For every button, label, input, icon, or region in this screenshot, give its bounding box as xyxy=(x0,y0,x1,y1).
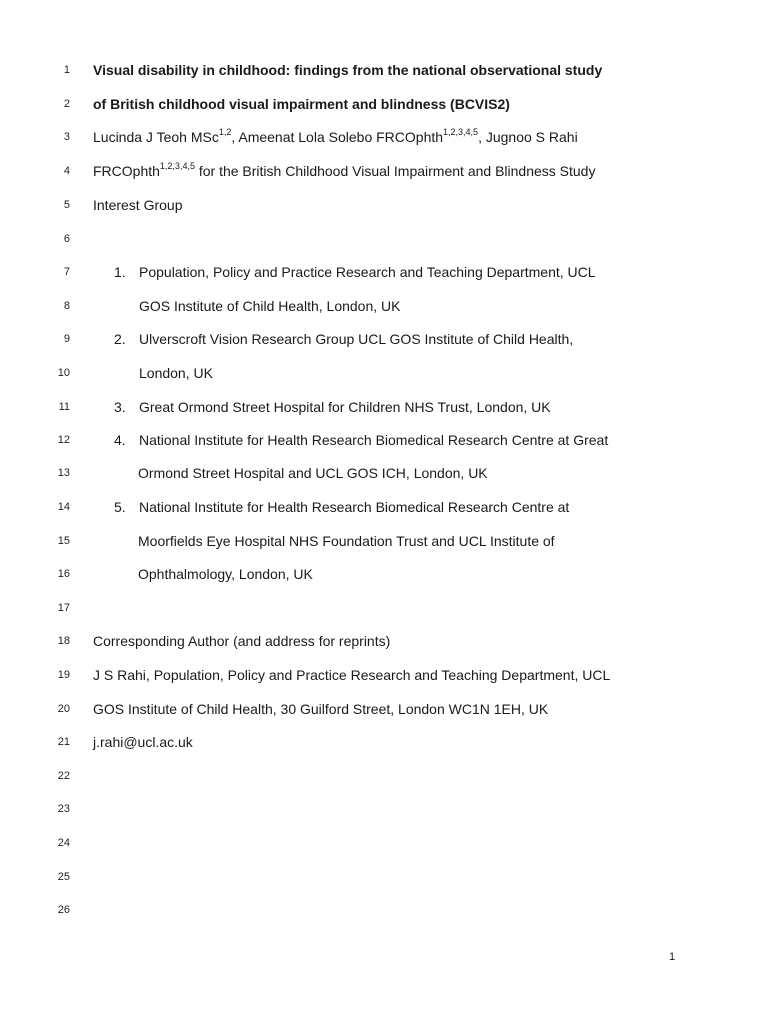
corresponding-author-heading: Corresponding Author (and address for reprints) xyxy=(93,633,391,649)
affiliation-4-cont: Ormond Street Hospital and UCL GOS ICH, London, UK xyxy=(138,465,488,481)
line-23 xyxy=(0,799,770,819)
line-3 xyxy=(0,127,770,147)
line-number: 17 xyxy=(57,602,70,614)
line-number: 18 xyxy=(57,635,70,647)
line-number: 3 xyxy=(63,131,70,143)
line-26 xyxy=(0,900,770,920)
line-20 xyxy=(0,699,770,719)
line-2 xyxy=(0,94,770,114)
line-18 xyxy=(0,631,770,651)
line-number: 11 xyxy=(58,401,70,413)
affiliation-1-cont: GOS Institute of Child Health, London, UK xyxy=(139,298,401,314)
line-number: 4 xyxy=(63,165,70,177)
line-15 xyxy=(0,531,770,551)
affiliation-superscript: 1,2,3,4,5 xyxy=(159,161,195,172)
list-marker: 3. xyxy=(114,399,126,415)
affiliation-1 xyxy=(114,262,596,282)
affiliation-text: National Institute for Health Research Biomedical Research Centre at Great xyxy=(139,432,609,448)
author-rahi-degree: FRCOphth xyxy=(93,163,160,179)
affiliation-text: Ulverscroft Vision Research Group UCL GOS Institute of Child Health, xyxy=(139,331,574,347)
line-25 xyxy=(0,867,770,887)
affiliation-5-cont: Ophthalmology, London, UK xyxy=(138,566,313,582)
line-10 xyxy=(0,363,770,383)
line-number: 20 xyxy=(57,703,70,715)
line-number: 21 xyxy=(57,736,70,748)
line-number: 22 xyxy=(57,770,70,782)
author-teoh: Lucinda J Teoh MSc xyxy=(93,129,219,145)
line-24 xyxy=(0,833,770,853)
line-9 xyxy=(0,329,770,349)
affiliation-2 xyxy=(114,329,573,349)
line-number: 1 xyxy=(63,64,70,76)
list-marker: 5. xyxy=(114,499,126,515)
line-number: 6 xyxy=(63,233,70,245)
line-22 xyxy=(0,766,770,786)
line-number: 13 xyxy=(57,467,70,479)
line-number: 24 xyxy=(57,837,70,849)
affiliation-superscript: 1,2 xyxy=(218,127,232,138)
line-7 xyxy=(0,262,770,282)
line-number: 14 xyxy=(57,501,70,513)
affiliation-4 xyxy=(114,430,608,450)
line-1 xyxy=(0,60,770,80)
line-12 xyxy=(0,430,770,450)
affiliation-text: National Institute for Health Research Biomedical Research Centre at xyxy=(139,499,570,515)
list-marker: 4. xyxy=(114,432,126,448)
authors-line-2 xyxy=(93,161,595,181)
line-16 xyxy=(0,564,770,584)
authors-line-3: Interest Group xyxy=(93,197,183,213)
line-number: 5 xyxy=(63,199,70,211)
affiliation-3 xyxy=(114,397,551,417)
line-4 xyxy=(0,161,770,181)
line-number: 16 xyxy=(57,568,70,580)
line-number: 19 xyxy=(57,669,70,681)
line-6 xyxy=(0,229,770,249)
affiliation-text: Population, Policy and Practice Research and Teaching Department, UCL xyxy=(139,264,596,280)
line-14 xyxy=(0,497,770,517)
affiliation-text: Great Ormond Street Hospital for Children NHS Trust, London, UK xyxy=(139,399,551,415)
study-group: for the British Childhood Visual Impairment and Blindness Study xyxy=(194,163,596,179)
affiliation-2-cont: London, UK xyxy=(139,365,213,381)
line-number: 25 xyxy=(57,871,70,883)
line-11 xyxy=(0,397,770,417)
line-21 xyxy=(0,732,770,752)
authors-line-1 xyxy=(93,127,578,147)
line-number: 12 xyxy=(57,434,70,446)
corresponding-address-2: GOS Institute of Child Health, 30 Guilford Street, London WC1N 1EH, UK xyxy=(93,701,549,717)
line-19 xyxy=(0,665,770,685)
line-number: 8 xyxy=(63,300,70,312)
line-number: 23 xyxy=(57,803,70,815)
line-5 xyxy=(0,195,770,215)
affiliation-5-cont: Moorfields Eye Hospital NHS Foundation Trust and UCL Institute of xyxy=(138,533,555,549)
line-17 xyxy=(0,598,770,618)
line-number: 26 xyxy=(57,904,70,916)
list-marker: 1. xyxy=(114,264,126,280)
corresponding-email: j.rahi@ucl.ac.uk xyxy=(93,734,193,750)
affiliation-superscript: 1,2,3,4,5 xyxy=(443,127,479,138)
line-13 xyxy=(0,463,770,483)
list-marker: 2. xyxy=(114,331,126,347)
title-line-2: of British childhood visual impairment and blindness (BCVIS2) xyxy=(93,96,510,112)
author-solebo: , Ameenat Lola Solebo FRCOphth xyxy=(231,129,444,145)
author-rahi: , Jugnoo S Rahi xyxy=(478,129,578,145)
line-8 xyxy=(0,296,770,316)
page-number: 1 xyxy=(669,951,676,963)
line-number: 2 xyxy=(63,98,70,110)
corresponding-address-1: J S Rahi, Population, Policy and Practice Research and Teaching Department, UCL xyxy=(93,667,611,683)
line-number: 7 xyxy=(63,266,70,278)
affiliation-5 xyxy=(114,497,569,517)
line-number: 9 xyxy=(63,333,70,345)
line-number: 15 xyxy=(57,535,70,547)
line-number: 10 xyxy=(57,367,70,379)
title-line-1: Visual disability in childhood: findings from the national observational study xyxy=(93,62,603,78)
